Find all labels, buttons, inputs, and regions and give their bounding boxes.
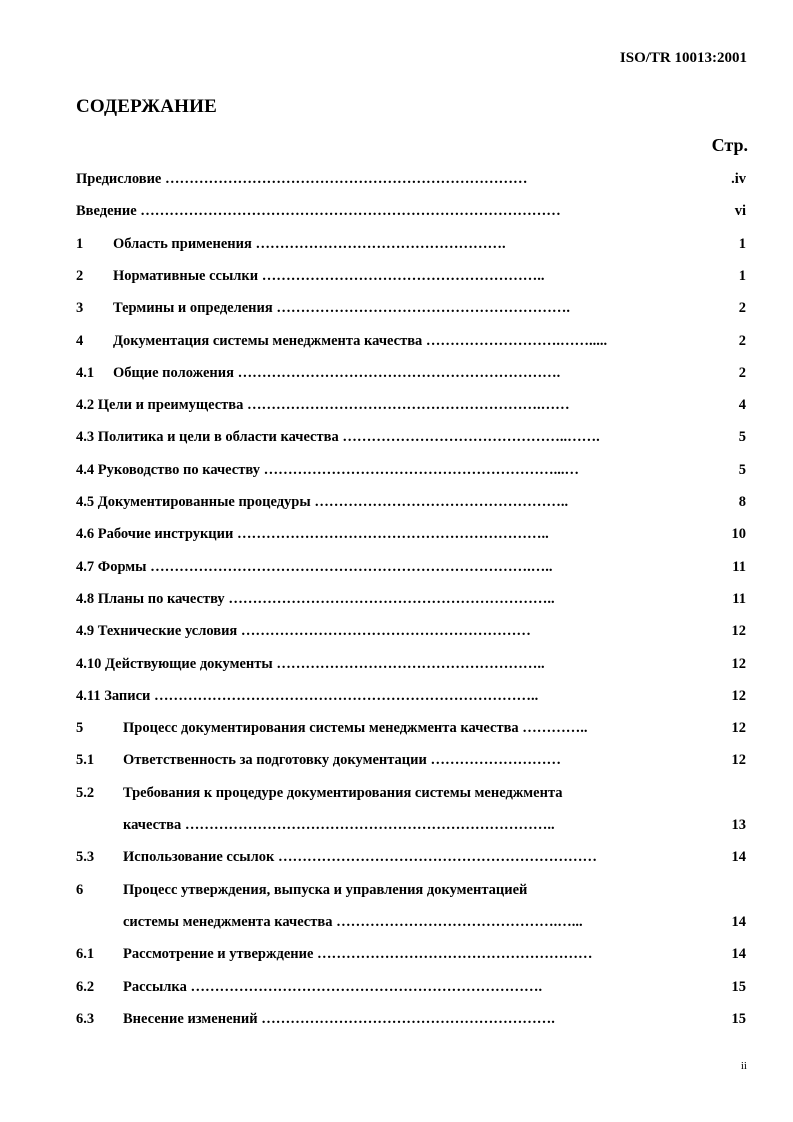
toc-entry	[76, 685, 746, 707]
toc-entry-text: системы менеджмента качества	[123, 913, 333, 930]
toc-entry-leader: …………………………………………………….	[276, 300, 570, 317]
toc-entry-number: 4.1	[76, 364, 95, 381]
toc-entry-title	[113, 265, 544, 287]
toc-entry-number: 6.2	[76, 978, 95, 995]
toc-entry-text: Общие положения	[113, 364, 234, 381]
toc-entry-page: 12	[731, 752, 746, 769]
toc-entry-text: Использование ссылок	[123, 849, 275, 866]
toc-entry-page: vi	[734, 203, 746, 220]
toc-entry-page: 5	[738, 429, 746, 446]
toc-entry-leader: …………………………………………………….……	[247, 397, 570, 414]
toc-entry-leader: ……………………………………………………………….	[190, 978, 543, 995]
toc-entry-leader: …………………………………………………………………..	[184, 817, 555, 833]
toc-entry-number: 2	[76, 267, 84, 284]
toc-entry	[76, 717, 746, 739]
toc-entry-page: 12	[731, 687, 746, 704]
toc-entry-page: 2	[738, 300, 746, 317]
toc-entry-page: 1	[738, 267, 746, 284]
toc-entry-leader: ………………………	[430, 752, 561, 769]
toc-entry	[76, 846, 746, 868]
toc-entry-title	[76, 523, 549, 545]
toc-entry-text: 4.10 Действующие документы	[76, 655, 273, 672]
toc-entry-title	[76, 491, 568, 513]
toc-entry-page: 2	[738, 364, 746, 381]
toc-entry-leader: …………………………………………………..	[261, 267, 545, 284]
toc-entry-text: Ответственность за подготовку документации	[123, 752, 427, 769]
toc-entry-title	[123, 846, 597, 868]
toc-entry-number: 1	[76, 235, 84, 252]
toc-entry-text: Процесс утверждения, выпуска и управления документацией	[123, 881, 528, 898]
toc-entry	[76, 523, 746, 545]
toc-entry-title	[76, 685, 538, 707]
toc-entry-leader: ………………………………………………………….	[237, 364, 561, 381]
toc-entry-leader: ……………………………………………………...…	[263, 461, 579, 478]
toc-entry-title	[76, 620, 531, 642]
toc-entry-leader: ………………………………………………………..	[237, 526, 549, 543]
toc-entry-text: 4.6 Рабочие инструкции	[76, 526, 234, 543]
toc-entry-text: Термины и определения	[113, 300, 273, 317]
toc-entry-leader: ………………………………………………..	[276, 655, 545, 672]
toc-entry-text: Область применения	[113, 235, 252, 252]
toc-entry-title	[113, 362, 560, 384]
toc-entry-number: 5.2	[76, 784, 95, 801]
toc-entry	[76, 265, 746, 287]
toc-entry	[76, 200, 746, 222]
toc-entry-leader: …………………………………………………	[317, 946, 593, 963]
toc-entry	[76, 749, 746, 771]
toc-entry-text: Внесение изменений	[123, 1010, 258, 1027]
toc-entry-title	[76, 459, 579, 481]
toc-entry	[76, 879, 746, 901]
toc-entry-page: 14	[731, 849, 746, 866]
toc-entry-text: 4.8 Планы по качеству	[76, 590, 225, 607]
toc-entry-title	[76, 200, 561, 222]
toc-entry-page: 15	[731, 1010, 746, 1027]
toc-entry-title	[123, 717, 588, 739]
toc-entry-title	[123, 879, 527, 901]
toc-entry-title	[123, 943, 593, 965]
page-title: СОДЕРЖАНИЕ	[76, 96, 217, 117]
page-column-label: Стр.	[711, 135, 748, 155]
toc-entry	[76, 588, 746, 610]
toc-entry-text: Предисловие	[76, 171, 162, 187]
toc-entry-text: 4.9 Технические условия	[76, 623, 238, 640]
toc-entry-text: 4.2 Цели и преимущества	[76, 397, 244, 414]
document-id: ISO/TR 10013:2001	[619, 50, 747, 66]
toc-entry-title	[113, 233, 506, 255]
toc-entry-title	[76, 168, 527, 190]
toc-entry-page: 15	[731, 978, 746, 995]
toc-entry-number: 6.3	[76, 1010, 95, 1027]
toc-entry-leader: ……………………………………….…...	[336, 913, 583, 930]
toc-entry-text: Процесс документирования системы менеджмента качества	[123, 720, 519, 737]
toc-entry	[76, 233, 746, 255]
toc-entry-leader: …………………………………………………….	[261, 1010, 555, 1027]
toc-entry-text: Нормативные ссылки	[113, 267, 259, 284]
toc-entry-number: 4	[76, 332, 84, 349]
toc-entry-title	[76, 394, 570, 416]
toc-entry-title	[123, 814, 555, 836]
toc-entry-text: 4.11 Записи	[76, 687, 151, 704]
toc-entry-text: качества	[123, 817, 182, 833]
toc-entry	[76, 491, 746, 513]
toc-entry-leader: ……………………………………………………………………..	[154, 687, 539, 704]
toc-entry-text: Документация системы менеджмента качества	[113, 332, 423, 349]
toc-entry-title	[113, 297, 570, 319]
toc-entry	[76, 943, 746, 965]
toc-entry-page: 12	[731, 655, 746, 672]
toc-entry-page: 10	[731, 526, 746, 543]
toc-entry-title	[123, 782, 563, 804]
toc-entry-title	[113, 330, 607, 352]
toc-entry-leader: ……………………………………………………	[240, 623, 531, 640]
toc-entry-leader: ……………………………………………..	[314, 494, 569, 510]
toc-entry	[76, 653, 746, 675]
toc-entry-title	[76, 653, 545, 675]
toc-entry-text: 4.5 Документированные процедуры	[76, 494, 311, 510]
toc-entry-page: .iv	[731, 171, 746, 187]
toc-entry	[76, 814, 746, 836]
page-number: ii	[740, 1060, 747, 1072]
toc-entry-title	[76, 426, 600, 448]
toc-entry-leader: …………………………………………………………	[277, 849, 597, 866]
toc-entry-title	[76, 556, 553, 578]
toc-entry-leader: …………………………………………….	[255, 235, 506, 252]
toc-entry-leader: …………..	[522, 720, 588, 737]
toc-entry-text: Рассмотрение и утверждение	[123, 946, 314, 963]
toc-entry	[76, 168, 746, 190]
toc-entry	[76, 911, 746, 933]
toc-entry-title	[123, 749, 561, 771]
toc-entry-leader: ……………………………………………………………………………	[140, 203, 561, 220]
toc-entry-text: 4.3 Политика и цели в области качества	[76, 429, 339, 446]
toc-entry-leader: …………………………………………………………………	[164, 171, 528, 187]
toc-entry-page: 12	[731, 623, 746, 640]
toc-entry-page: 1	[738, 235, 746, 252]
toc-entry-title	[123, 1008, 555, 1030]
toc-entry-leader: …………………………………………………………..	[228, 590, 555, 607]
toc-entry-number: 6.1	[76, 946, 95, 963]
toc-entry	[76, 556, 746, 578]
toc-entry-page: 5	[738, 461, 746, 478]
toc-entry	[76, 976, 746, 998]
toc-entry	[76, 782, 746, 804]
toc-entry	[76, 330, 746, 352]
toc-entry-text: Введение	[76, 203, 137, 220]
toc-entry-number: 5.3	[76, 849, 95, 866]
toc-entry-number: 3	[76, 300, 84, 317]
toc-entry-page: 14	[731, 946, 746, 963]
toc-entry-page: 11	[732, 590, 746, 607]
toc-entry-page: 11	[732, 558, 746, 575]
toc-entry-page: 2	[738, 332, 746, 349]
toc-entry-leader: ……………………….…….....	[425, 332, 608, 349]
toc-entry	[76, 1008, 746, 1030]
toc-entry	[76, 620, 746, 642]
toc-entry-number: 5	[76, 720, 84, 737]
toc-entry-leader: ………………………………………..…….	[342, 429, 600, 446]
toc-entry	[76, 362, 746, 384]
toc-entry-page: 8	[738, 494, 746, 510]
toc-entry	[76, 297, 746, 319]
toc-entry-page: 12	[731, 720, 746, 737]
toc-entry-title	[76, 588, 555, 610]
toc-entry	[76, 426, 746, 448]
toc-entry-page: 14	[731, 913, 746, 930]
toc-entry-text: 4.4 Руководство по качеству	[76, 461, 260, 478]
toc-entry-page: 13	[731, 817, 746, 833]
toc-entry-number: 6	[76, 881, 84, 898]
toc-entry-title	[123, 976, 542, 998]
toc-entry-text: Требования к процедуре документирования системы менеджмента	[123, 784, 563, 801]
toc-entry-text: Рассылка	[123, 978, 187, 995]
toc-entry-leader: …………………………………………………………………….…..	[150, 558, 553, 575]
toc-entry-title	[123, 911, 583, 933]
toc-entry-page: 4	[738, 397, 746, 414]
toc-entry-text: 4.7 Формы	[76, 558, 147, 575]
toc-entry	[76, 394, 746, 416]
toc-entry-number: 5.1	[76, 752, 95, 769]
toc-entry	[76, 459, 746, 481]
